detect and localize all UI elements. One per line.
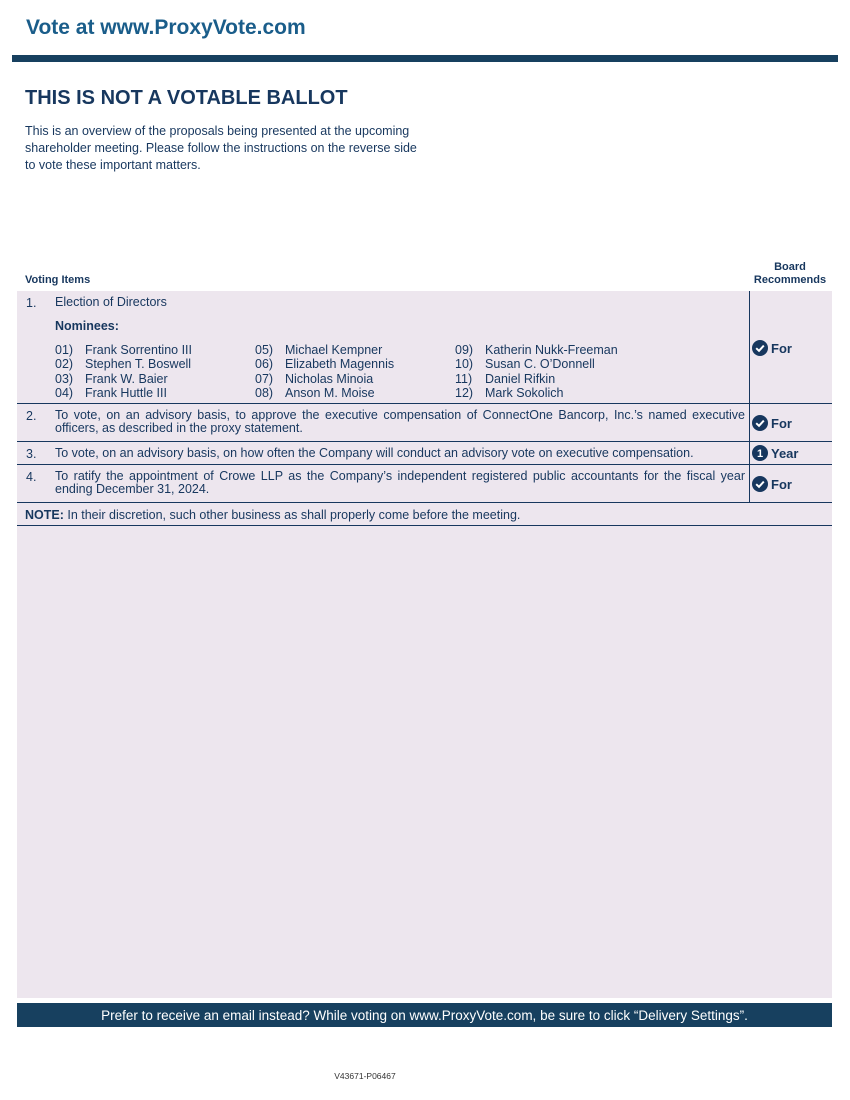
- nominee: 12) Mark Sokolich: [455, 385, 564, 400]
- footer-banner: Prefer to receive an email instead? While voting on www.ProxyVote.com, be sure to click “Delivery Settings”.: [17, 1003, 832, 1027]
- nominee: 04) Frank Huttle III: [55, 385, 167, 400]
- recommendation-label: For: [771, 476, 792, 492]
- nominee: 01) Frank Sorrentino III: [55, 343, 192, 357]
- notice-heading: THIS IS NOT A VOTABLE BALLOT: [25, 87, 348, 109]
- nominees-column-1: [55, 343, 192, 400]
- row-divider: [17, 525, 832, 526]
- proposal-number: 1.: [26, 296, 37, 310]
- nominee: 02) Stephen T. Boswell: [55, 357, 192, 372]
- nominee: 08) Anson M. Moise: [255, 385, 375, 400]
- nominees-column-3: [455, 343, 618, 400]
- check-circle-icon: [752, 476, 768, 492]
- check-circle-icon: [752, 415, 768, 431]
- voting-items-label: Voting Items: [25, 274, 91, 286]
- row-divider: [17, 403, 832, 404]
- column-divider: [749, 291, 750, 502]
- nominees-column-2: [255, 343, 394, 400]
- proposal-description: To vote, on an advisory basis, to approve the executive compensation of ConnectOne Bancorp, Inc.’s named executive officers, as described in the proxy statement.: [55, 408, 745, 435]
- row-divider: [17, 464, 832, 465]
- row-divider: [17, 441, 832, 442]
- number-one-circle-icon: [752, 445, 768, 461]
- proposal-description: To vote, on an advisory basis, on how often the Company will conduct an advisory vote on executive compensation.: [55, 446, 694, 460]
- recommendation-label: For: [771, 415, 792, 431]
- proposal-number: 2.: [26, 409, 37, 423]
- recommendation-label: For: [771, 340, 792, 356]
- svg-text:1: 1: [756, 448, 764, 460]
- intro-text: This is an overview of the proposals being presented at the upcoming shareholder meeting. Please follow the instructions on the reverse side to vote these important matters.: [25, 124, 417, 172]
- proposal-description: Election of Directors: [55, 295, 167, 309]
- note-text: In their discretion, such other business as shall properly come before the meeting.: [63, 508, 521, 522]
- board-recommends-label: Board Recommends: [753, 261, 827, 286]
- proposal-description: To ratify the appointment of Crowe LLP as the Company’s independent registered public accountants for the fiscal year ending December 31, 2024.: [55, 469, 745, 496]
- nominee: 09) Katherin Nukk-Freeman: [455, 343, 618, 357]
- check-circle-icon: [752, 340, 768, 356]
- nominee: 10) Susan C. O’Donnell: [455, 357, 595, 372]
- recommendation-4: [752, 476, 792, 492]
- nominee: 05) Michael Kempner: [255, 343, 383, 357]
- nominee: 11) Daniel Rifkin: [455, 371, 556, 386]
- nominee: 03) Frank W. Baier: [55, 371, 168, 386]
- recommendation-label: Year: [771, 445, 799, 461]
- recommendation-2: [752, 415, 792, 431]
- nominee: 06) Elizabeth Magennis: [255, 357, 395, 372]
- header-title: Vote at www.ProxyVote.com: [26, 16, 306, 39]
- proposal-number: 3.: [26, 447, 37, 461]
- nominee: 07) Nicholas Minoia: [255, 371, 374, 386]
- recommendation-3: [752, 445, 798, 461]
- note: [25, 508, 520, 522]
- document-code: V43671-P06467: [334, 1071, 396, 1081]
- recommendation-1: [752, 340, 792, 356]
- proposal-number: 4.: [26, 470, 37, 484]
- header-rule: [12, 55, 838, 62]
- nominees-label: Nominees:: [55, 319, 119, 333]
- row-divider: [17, 502, 832, 503]
- note-label: NOTE:: [25, 508, 64, 522]
